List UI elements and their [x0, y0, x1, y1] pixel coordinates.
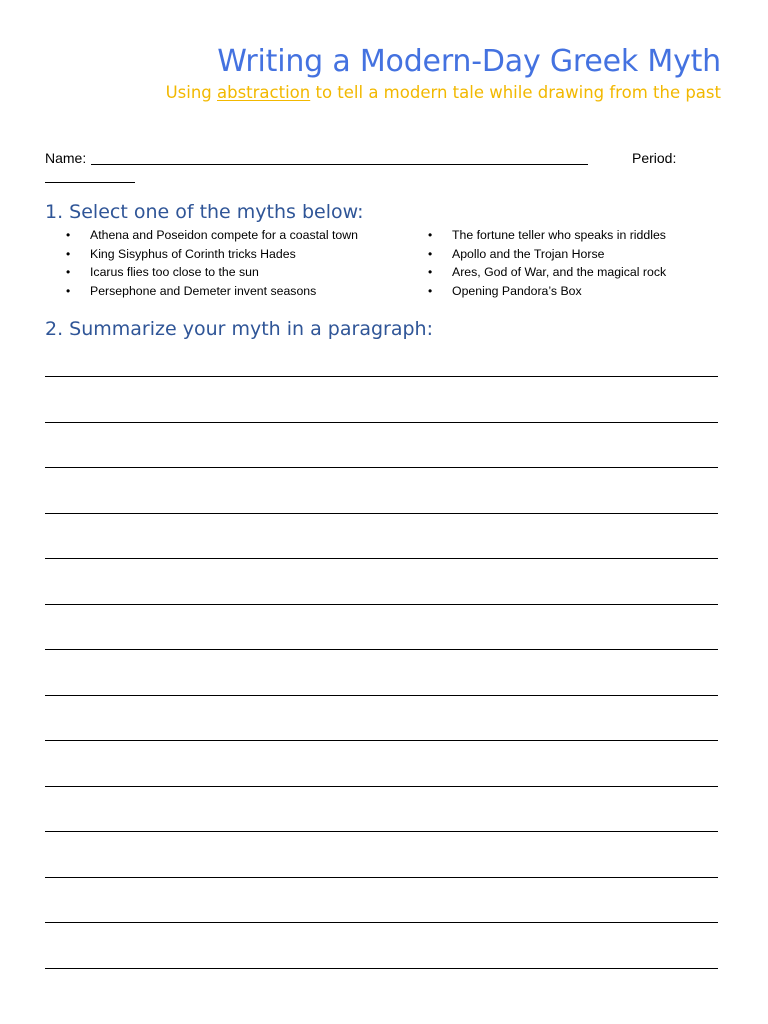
answer-line[interactable]: [45, 877, 718, 878]
answer-line[interactable]: [45, 422, 718, 423]
myth-item: [428, 226, 666, 245]
myth-item: [428, 245, 666, 264]
worksheet-title: Writing a Modern-Day Greek Myth: [217, 44, 721, 79]
bullet-icon: •: [428, 284, 433, 299]
myth-item: [66, 245, 358, 264]
worksheet-subtitle: [166, 82, 721, 104]
myth-item-label: Ares, God of War, and the magical rock: [452, 265, 667, 280]
myth-item-label: King Sisyphus of Corinth tricks Hades: [90, 246, 296, 261]
answer-line[interactable]: [45, 786, 718, 787]
subtitle-abstraction-term: abstraction: [217, 83, 311, 102]
bullet-icon: •: [66, 284, 71, 299]
myth-item-label: Apollo and the Trojan Horse: [452, 246, 605, 261]
bullet-icon: •: [428, 265, 433, 280]
myth-item: [66, 282, 358, 301]
answer-line[interactable]: [45, 604, 718, 605]
myth-item: [66, 226, 358, 245]
answer-line[interactable]: [45, 740, 718, 741]
myth-item-label: Icarus flies too close to the sun: [90, 265, 259, 280]
answer-line[interactable]: [45, 922, 718, 923]
bullet-icon: •: [66, 228, 71, 242]
answer-line[interactable]: [45, 467, 718, 468]
myth-list-left: [66, 226, 358, 301]
bullet-icon: •: [428, 228, 433, 242]
subtitle-text-after: to tell a modern tale while drawing from the past: [310, 83, 721, 102]
answer-line[interactable]: [45, 649, 718, 650]
myth-item: [66, 263, 358, 282]
answer-line[interactable]: [45, 695, 718, 696]
name-label: Name:: [45, 150, 87, 166]
myth-item-label: Opening Pandora’s Box: [452, 284, 582, 299]
myth-item-label: Persephone and Demeter invent seasons: [90, 284, 317, 299]
myth-list-right: [428, 226, 666, 301]
bullet-icon: •: [428, 246, 433, 261]
bullet-icon: •: [66, 246, 71, 261]
answer-lines: [45, 376, 718, 1013]
section-select-myth-heading: 1. Select one of the myths below:: [45, 201, 364, 223]
name-blank-line[interactable]: [91, 164, 588, 165]
subtitle-text-before: Using: [165, 83, 217, 102]
answer-line[interactable]: [45, 376, 718, 377]
myth-item: [428, 263, 666, 282]
myth-item-label: Athena and Poseidon compete for a coastal town: [90, 228, 358, 242]
period-label: Period:: [632, 150, 677, 166]
answer-line[interactable]: [45, 513, 718, 514]
period-blank-line[interactable]: [45, 182, 135, 183]
answer-line[interactable]: [45, 968, 718, 969]
answer-line[interactable]: [45, 558, 718, 559]
myth-item-label: The fortune teller who speaks in riddles: [452, 228, 666, 242]
myth-item: [428, 282, 666, 301]
bullet-icon: •: [66, 265, 71, 280]
section-summarize-heading: 2. Summarize your myth in a paragraph:: [45, 318, 433, 340]
answer-line[interactable]: [45, 831, 718, 832]
